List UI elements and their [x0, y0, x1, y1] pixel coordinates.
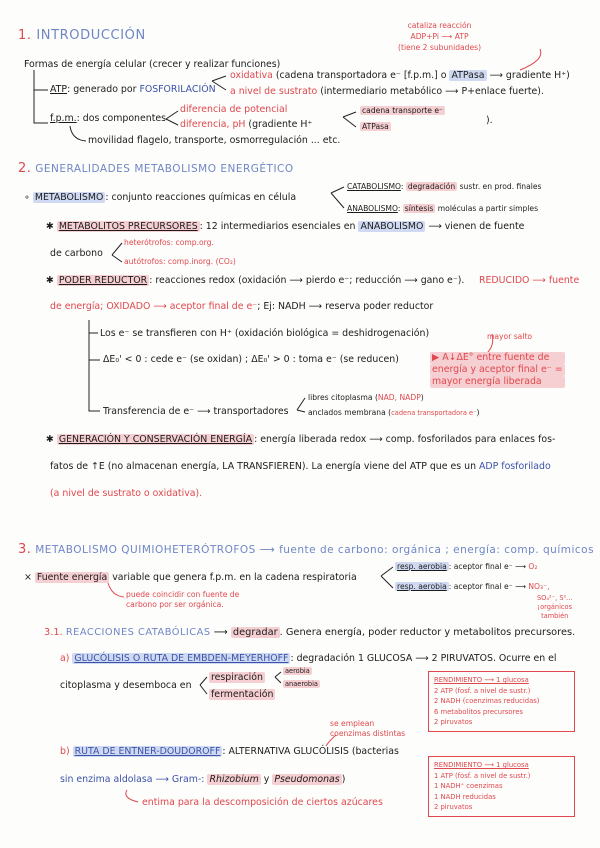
delta-right — [430, 352, 565, 388]
anclados-close: ) — [476, 408, 480, 417]
entner: RUTA DE ENTNER-DOUDOROFF — [74, 746, 221, 757]
note-line: se emplean — [330, 719, 375, 728]
y: y — [260, 774, 273, 785]
respiracion: respiración — [211, 672, 263, 683]
sustrato-line — [230, 86, 544, 97]
oxidativa-detail: (cadena transportadora e⁻ [f.p.m.] o — [272, 70, 450, 81]
resp1-tail: : aceptor final e⁻ ⟶ — [448, 562, 529, 571]
prec-tail: ⟶ vienen de fuente — [425, 221, 525, 232]
anab-rest: moléculas a partir simples — [435, 204, 539, 213]
oxidativa: oxidativa — [230, 70, 273, 81]
atp-text: : generado por — [67, 84, 137, 95]
aerobia-line — [283, 667, 312, 675]
box-line: 2 piruvatos — [434, 718, 473, 726]
generacion-line: ✱ GENERACIÓN Y CONSERVACIÓN ENERGÍA : energía liberada redox ⟶ comp. fosforilados para enlaces fos- — [46, 434, 556, 445]
movilidad: movilidad flagelo, transporte, osmorregulación ... etc. — [88, 135, 341, 146]
anclados: anclados membrana ( — [308, 408, 392, 417]
libres: libres citoplasma ( — [308, 393, 378, 402]
entima: entima para la descomposición de ciertos azúcares — [142, 797, 383, 808]
se-emplean-note — [330, 719, 405, 739]
resp2-line — [395, 582, 550, 591]
box-line: 2 piruvatos — [434, 803, 473, 811]
fpm-line — [50, 113, 166, 124]
sin-line — [60, 774, 345, 785]
b-label: b) — [60, 746, 70, 757]
coincidir-note — [126, 590, 239, 610]
cadena-line — [360, 106, 445, 115]
fpm-label: f.p.m. — [50, 113, 77, 124]
delta-right-line: mayor energía liberada — [430, 376, 565, 388]
note-line: puede coincidir con fuente de — [126, 590, 240, 599]
oxidado: OXIDADO ⟶ aceptor final de e⁻ — [106, 301, 258, 312]
resp2: resp. aerobia — [397, 582, 447, 591]
reducido: REDUCIDO ⟶ fuente — [479, 275, 580, 286]
fatos-line — [50, 461, 551, 472]
anab: ANABOLISMO — [347, 204, 398, 213]
rhizobium: Rhizobium — [209, 774, 259, 785]
nadh: ; Ej: NADH ⟶ reserva poder reductor — [257, 301, 434, 312]
nivel: (a nivel de sustrato o oxidativa). — [50, 488, 203, 499]
resp1: resp. aerobia — [397, 562, 447, 571]
catab-colon: : — [400, 182, 404, 191]
citoplasma: citoplasma y desemboca en — [60, 680, 192, 691]
section-number: 2. — [18, 161, 32, 176]
dif-pot: diferencia de potencial — [180, 104, 288, 115]
section-number: 3. — [18, 542, 32, 557]
box-line: 2 ATP (fosf. a nivel de sustr.) — [434, 686, 531, 695]
mayor-salto: mayor salto — [487, 332, 533, 341]
libres-close: ) — [420, 393, 424, 402]
intro-line: Formas de energía celular (crecer y realizar funciones) — [24, 59, 281, 70]
fermentacion: fermentación — [211, 689, 274, 700]
box-line: RENDIMIENTO ⟶ 1 glucosa — [434, 761, 529, 769]
cadena-transp: cadena transportadora e⁻ — [391, 409, 477, 417]
fatos: fatos de ↑E (no almacenan energía, LA TRANSFIEREN). La energía viene del ATP que es un — [50, 461, 479, 472]
los-e-line: Los e⁻ se transfieren con H⁺ (oxidación biológica = deshidrogenación) — [100, 328, 430, 339]
section-3-heading — [18, 542, 594, 557]
precursores-line: ✱ METABOLITOS PRECURSORES : 12 intermediarios esenciales en ANABOLISMO ⟶ vienen de fuente — [46, 221, 525, 232]
nad-nadp: NAD, NADP — [377, 393, 421, 402]
sustrato: a nivel de sustrato — [230, 86, 318, 97]
tambien: también — [541, 612, 569, 620]
gen-text: : energía liberada redox ⟶ comp. fosforilados para enlaces fos- — [254, 434, 556, 445]
rendimiento-box-1 — [428, 671, 575, 732]
degradacion: degradación — [407, 182, 456, 191]
poder-line: ✱ PODER REDUCTOR : reacciones redox (oxidación ⟶ pierdo e⁻; reducción ⟶ gano e⁻). — [46, 275, 465, 286]
grad: (gradiente H⁺ — [245, 119, 313, 130]
atpasa2: ATPasa — [362, 122, 389, 131]
box-line: RENDIMIENTO ⟶ 1 glucosa — [434, 676, 529, 684]
resp1-line — [395, 562, 537, 571]
fuente-line — [24, 572, 357, 583]
autotrofos: autótrofos: comp.inorg. (CO₂) — [124, 257, 236, 266]
sin: sin enzima aldolasa ⟶ Gram-: — [60, 774, 208, 785]
delta-right-line: ▶ A↓ΔE° entre fuente de — [430, 352, 565, 364]
metab-label: METABOLISMO — [34, 192, 104, 203]
gradient: ⟶ gradiente H⁺) — [486, 70, 570, 81]
section-2-heading — [18, 161, 294, 176]
delta-right-line: energía y aceptor final e⁻ = — [432, 364, 563, 375]
section-title: INTRODUCCIÓN — [36, 28, 146, 43]
respiracion-line — [209, 672, 265, 683]
sub-arrow: ⟶ — [210, 627, 231, 638]
section-1-heading — [18, 28, 146, 43]
prec-label: METABOLITOS PRECURSORES — [58, 221, 198, 232]
delta-line: ΔE₀' < 0 : cede e⁻ (se oxidan) ; ΔE₀' > 0 : toma e⁻ (se reducen) — [103, 354, 399, 365]
fuente-text: variable que genera f.p.m. en la cadena respiratoria — [109, 572, 357, 583]
sustrato-detail: (intermediario metabólico ⟶ P+enlace fuerte). — [317, 86, 544, 97]
b-text: : ALTERNATIVA GLUCÓLISIS (bacterias — [222, 746, 399, 757]
note-line: coenzimas distintas — [330, 729, 406, 738]
atpasa: ATPasa — [451, 70, 485, 81]
resp2-tail: : aceptor final e⁻ ⟶ — [448, 582, 529, 591]
b-close: ) — [341, 774, 346, 785]
anab-word: ANABOLISMO — [360, 221, 424, 232]
metabolismo-line: ∘ METABOLISMO : conjunto reacciones químicas en célula — [24, 192, 297, 203]
box-line: 1 NADH⁺ coenzimas — [434, 782, 503, 790]
heterotrofos: heterótrofos: comp.org. — [124, 238, 214, 247]
carbono: de carbono — [50, 248, 103, 259]
poder-text: : reacciones redox (oxidación ⟶ pierdo e⁻; reducción ⟶ gano e⁻). — [149, 275, 465, 286]
note-line: cataliza reacción — [407, 21, 472, 30]
degradar: degradar — [232, 627, 278, 638]
fuente-x: × — [24, 572, 32, 583]
section-title-tail: ⟶ fuente de carbono: orgánica ; energía: comp. químicos — [255, 544, 595, 556]
entner-line — [60, 746, 399, 757]
catabolismo-line — [347, 182, 542, 191]
fosforilacion: FOSFORILACIÓN — [139, 84, 216, 95]
box-line: 2 NADH (coenzimas reducidas) — [434, 697, 540, 705]
glucolisis-line — [60, 653, 557, 664]
acceptors-extra — [537, 594, 572, 621]
pseudomonas: Pseudomonas — [274, 774, 340, 785]
so4: SO₄²⁻, S⁰... — [537, 594, 573, 602]
box-line: 1 ATP (fosf. a nivel de sustr.) — [434, 771, 531, 780]
prec-text: : 12 intermediarios esenciales en — [199, 221, 359, 232]
sintesis: síntesis — [404, 204, 434, 213]
o2: O₂ — [528, 562, 538, 571]
a-label: a) — [60, 653, 70, 664]
sub-title: REACCIONES CATABÓLICAS — [65, 627, 211, 638]
dif-ph: diferencia, pH — [180, 119, 246, 130]
box-line: 1 NADH reducidas — [434, 792, 496, 801]
transfer-line: Transferencia de e⁻ ⟶ transportadores — [103, 406, 289, 417]
aerobia: aerobia — [285, 667, 310, 675]
section-number: 1. — [18, 28, 32, 43]
cadena: cadena transporte e⁻ — [362, 106, 444, 115]
section-title: GENERALIDADES METABOLISMO ENERGÉTICO — [35, 163, 294, 175]
metab-text: : conjunto reacciones químicas en célula — [105, 192, 297, 203]
box-line: 6 metabolitos precursores — [434, 707, 523, 716]
energia: de energía; — [50, 301, 104, 312]
catab: CATABOLISMO — [347, 182, 401, 191]
energia-line — [50, 301, 433, 312]
anaerobia-line — [283, 680, 320, 688]
organicos: ¡orgánicos — [537, 603, 573, 611]
note-line: (tiene 2 subunidades) — [398, 43, 482, 52]
sub-tail: . Genera energía, poder reductor y metabolitos precursores. — [279, 627, 576, 638]
fpm-text: : dos componentes — [76, 113, 167, 124]
anab-colon: : — [397, 204, 401, 213]
atp-line — [50, 84, 216, 95]
catab-rest: sustr. en prod. finales — [457, 182, 542, 191]
atpasa2-line — [360, 122, 391, 131]
section-title: METABOLISMO QUIMIOHETERÓTROFOS — [35, 544, 256, 556]
anclados-line — [308, 408, 479, 417]
fpm-close: ). — [486, 115, 493, 126]
no3: NO₃⁻, — [528, 582, 550, 591]
dif-ph-line — [180, 119, 312, 130]
poder-label: PODER REDUCTOR — [58, 275, 148, 286]
anabolismo-line — [347, 204, 538, 213]
subsection-3-1 — [44, 627, 575, 638]
glucolisis: GLUCÓLISIS O RUTA DE EMBDEN-MEYERHOFF — [74, 653, 289, 664]
gen-label: GENERACIÓN Y CONSERVACIÓN ENERGÍA — [58, 434, 253, 445]
fermentacion-line — [209, 689, 275, 700]
anaerobia: anaerobia — [285, 680, 318, 688]
note-line: ADP+Pi ⟶ ATP — [410, 32, 469, 41]
sub-num: 3.1. — [44, 627, 63, 638]
libres-line — [308, 393, 424, 402]
rendimiento-box-2 — [428, 756, 575, 817]
note-line: carbono por ser orgánica. — [126, 600, 224, 609]
adp: ADP fosforilado — [479, 461, 551, 472]
oxidativa-line — [230, 70, 570, 81]
catalyze-note — [398, 20, 481, 53]
fuente-label: Fuente energía — [36, 572, 108, 583]
atp-label: ATP — [50, 84, 68, 95]
a-text: : degradación 1 GLUCOSA ⟶ 2 PIRUVATOS. Ocurre en el — [290, 653, 557, 664]
